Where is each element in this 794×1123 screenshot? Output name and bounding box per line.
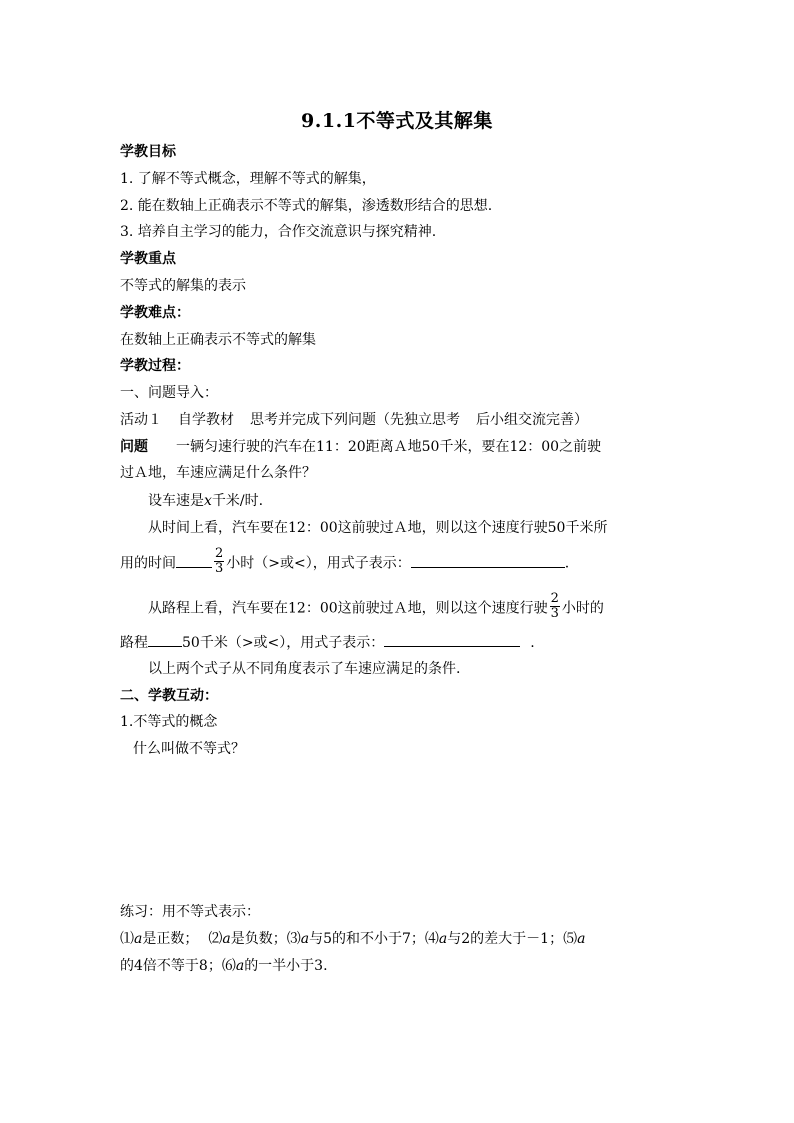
key-point-text: 不等式的解集的表示 xyxy=(120,278,246,294)
time-expression-blank[interactable] xyxy=(411,553,565,568)
time-compare-blank[interactable] xyxy=(176,553,212,568)
activity-label: 活动１ xyxy=(120,412,162,428)
dist-pre: 路程 xyxy=(120,635,148,651)
exercise-line-1: ⑴a是正数； ⑵a是负数；⑶a与5的和不小于7；⑷a与2的差大于－1；⑸a xyxy=(120,931,586,947)
problem-line-1 xyxy=(120,437,601,457)
page-title: 9.1.1不等式及其解集 xyxy=(301,110,493,132)
section-1-heading: 一、问题导入： xyxy=(120,385,218,401)
time-end: . xyxy=(564,555,570,572)
fraction-two-thirds-2: $\frac{2}{3}$ xyxy=(550,591,559,621)
interaction-sub-1: 1.不等式的概念 xyxy=(120,714,218,730)
difficulty-heading: 学教难点： xyxy=(120,305,190,321)
time-pre: 用的时间 xyxy=(120,555,176,572)
conclusion-line: 以上两个式子从不同角度表示了车速应满足的条件. xyxy=(148,661,461,677)
dist-line-2 xyxy=(120,632,535,653)
exercise-line-2: 的4倍不等于8；⑹a的一半小于3. xyxy=(120,958,328,974)
activity-part-c: 后小组交流完善） xyxy=(476,412,588,428)
dist-line-1 xyxy=(148,591,604,623)
exercise-heading: 练习：用不等式表示： xyxy=(120,904,260,920)
time-line-2 xyxy=(120,546,570,578)
dist-end: . xyxy=(530,635,535,651)
difficulty-text: 在数轴上正确表示不等式的解集 xyxy=(120,332,316,348)
activity-line xyxy=(120,410,588,430)
speed-variable: x xyxy=(204,493,212,509)
speed-pre: 设车速是 xyxy=(148,493,204,509)
speed-line xyxy=(148,491,263,511)
goal-item-1: 1. 了解不等式概念，理解不等式的解集， xyxy=(120,171,376,187)
dist-expression-blank[interactable] xyxy=(384,632,520,647)
process-heading: 学教过程： xyxy=(120,358,190,374)
goal-item-2: 2. 能在数轴上正确表示不等式的解集，渗透数形结合的思想. xyxy=(120,198,493,214)
time-mid: 小时（>或<），用式子表示： xyxy=(226,555,411,572)
dist-compare-blank[interactable] xyxy=(148,632,182,647)
problem-text-1: 一辆匀速行驶的汽车在11：20距离Ａ地50千米，要在12：00之前驶 xyxy=(176,439,602,455)
goal-item-3: 3. 培养自主学习的能力，合作交流意识与探究精神. xyxy=(120,224,437,240)
problem-line-2: 过Ａ地，车速应满足什么条件？ xyxy=(120,465,316,481)
goals-heading: 学教目标 xyxy=(120,144,176,160)
dist-line-1-end: 小时的 xyxy=(561,600,604,617)
time-line-1: 从时间上看，汽车要在12：00这前驶过Ａ地，则以这个速度行驶50千米所 xyxy=(148,520,608,536)
interaction-heading: 二、学教互动： xyxy=(120,688,218,704)
speed-post: 千米/时. xyxy=(211,493,264,509)
fraction-two-thirds: $\frac{2}{3}$ xyxy=(215,546,224,576)
key-point-heading: 学教重点 xyxy=(120,251,176,267)
activity-part-a: 自学教材 xyxy=(178,412,234,428)
dist-mid: 50千米（>或<），用式子表示： xyxy=(182,635,385,651)
dist-line-1-text: 从路程上看，汽车要在12：00这前驶过Ａ地，则以这个速度行驶 xyxy=(148,600,548,617)
activity-part-b: 思考并完成下列问题（先独立思考 xyxy=(250,412,460,428)
interaction-question: 什么叫做不等式？ xyxy=(133,741,245,757)
problem-label: 问题 xyxy=(120,439,148,455)
